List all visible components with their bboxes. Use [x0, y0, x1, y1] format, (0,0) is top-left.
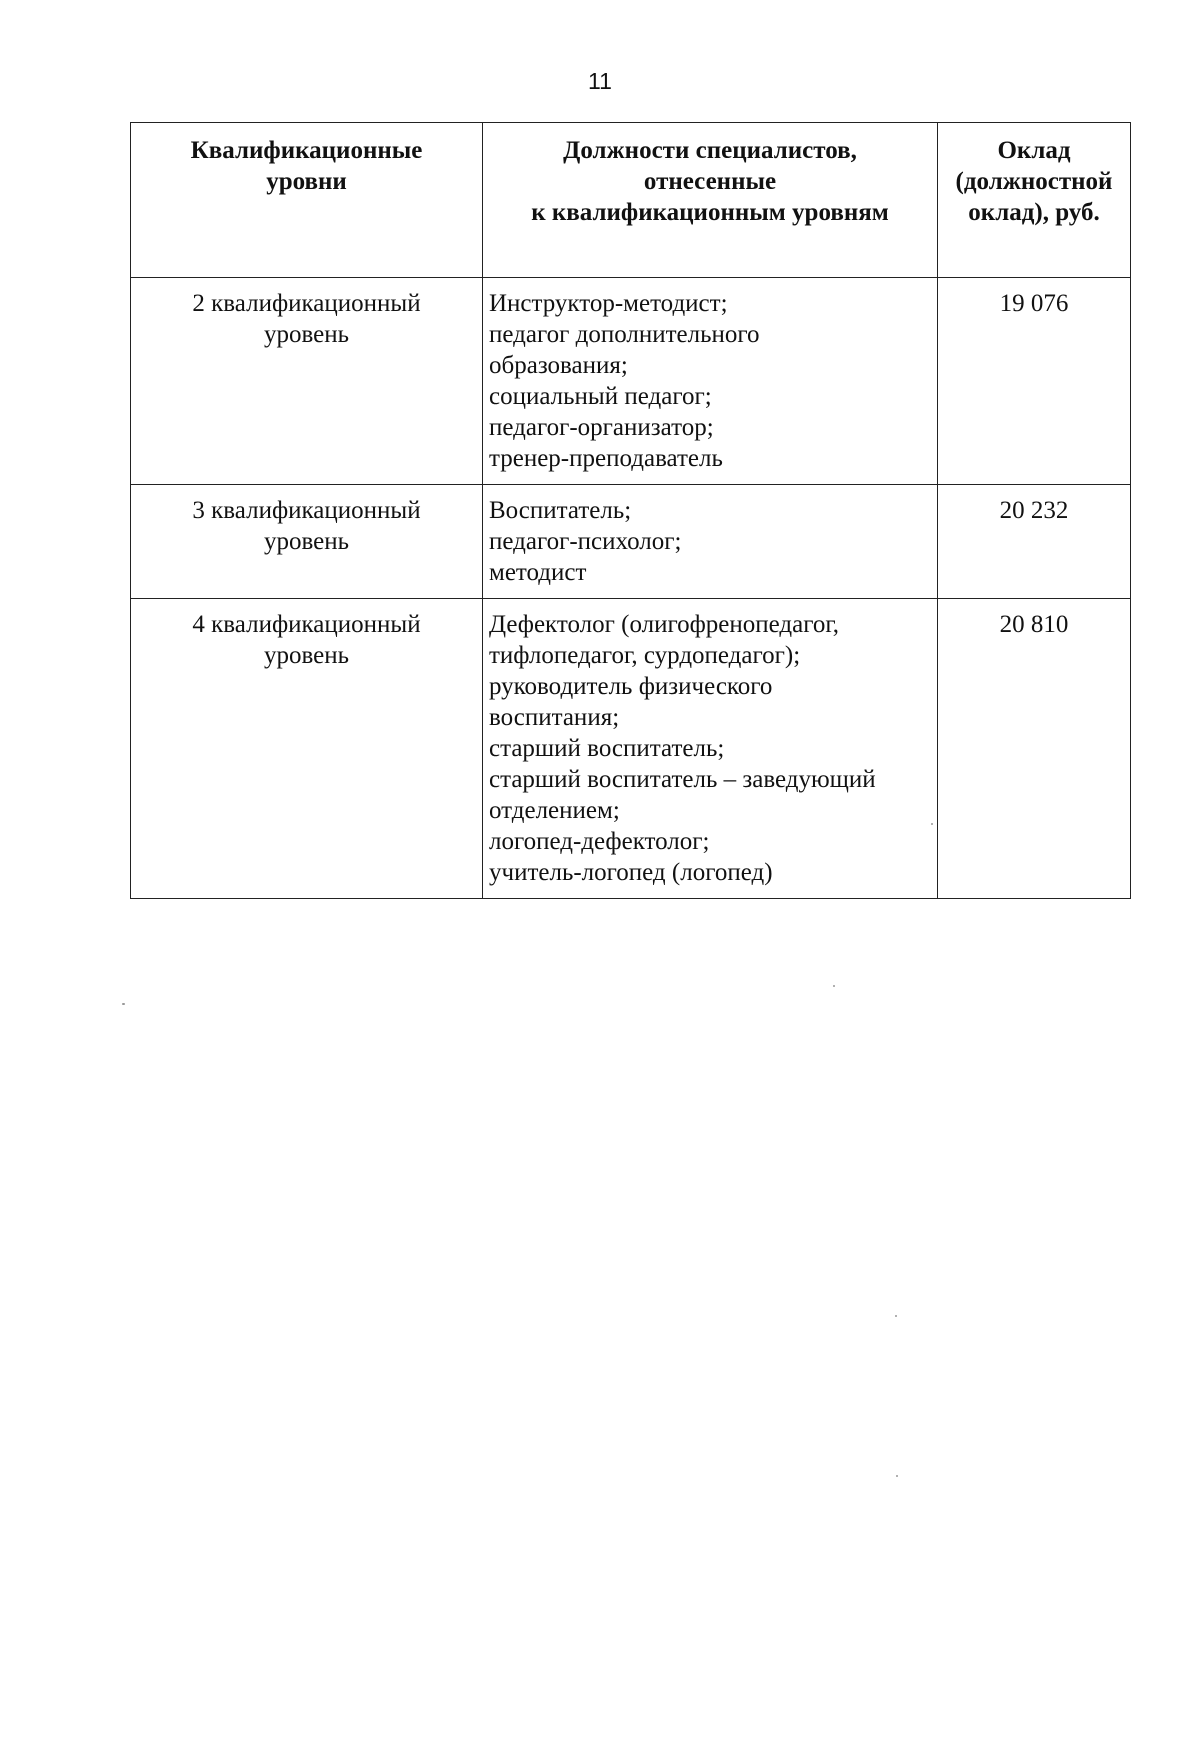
- header-qualification-levels: [131, 123, 483, 278]
- header-line: Квалификационные: [190, 137, 423, 164]
- scan-speck: [833, 985, 835, 987]
- qualification-levels-table: [130, 122, 1131, 899]
- level-line: уровень: [263, 528, 350, 555]
- position-item: Инструктор-методист;: [489, 290, 728, 317]
- position-item: отделением;: [489, 797, 620, 824]
- header-line: отнесенные: [643, 168, 777, 195]
- position-item: воспитания;: [489, 704, 620, 731]
- table-row: [131, 485, 1131, 599]
- page-number: 11: [588, 68, 612, 94]
- salary-cell: 20 810: [938, 599, 1131, 899]
- salary-cell: 19 076: [938, 278, 1131, 485]
- level-line: 2 квалификационный: [192, 290, 421, 317]
- position-item: Дефектолог (олигофренопедагог,: [489, 611, 840, 638]
- position-item: учитель-логопед (логопед): [489, 859, 773, 886]
- position-item: методист: [489, 559, 587, 586]
- scan-speck: [122, 1003, 125, 1005]
- position-item: логопед-дефектолог;: [489, 828, 710, 855]
- header-line: (должностной: [955, 168, 1113, 195]
- level-line: 3 квалификационный: [192, 497, 421, 524]
- level-cell: [131, 278, 483, 485]
- level-cell: [131, 485, 483, 599]
- scan-speck: [895, 1315, 897, 1317]
- level-line: уровень: [263, 321, 350, 348]
- position-item: педагог дополнительного: [489, 321, 760, 348]
- position-item: тифлопедагог, сурдопедагог);: [489, 642, 801, 669]
- table-row: [131, 599, 1131, 899]
- header-line: к квалификационным уровням: [531, 199, 889, 226]
- position-item: Воспитатель;: [489, 497, 632, 524]
- position-item: образования;: [489, 352, 628, 379]
- position-item: руководитель физического: [489, 673, 773, 700]
- positions-cell: [483, 485, 938, 599]
- level-cell: [131, 599, 483, 899]
- header-line: Оклад: [997, 137, 1071, 164]
- position-item: педагог-организатор;: [489, 414, 714, 441]
- header-line: Должности специалистов,: [563, 137, 857, 164]
- salary-cell: 20 232: [938, 485, 1131, 599]
- position-item: старший воспитатель;: [489, 735, 725, 762]
- level-line: уровень: [263, 642, 350, 669]
- positions-cell: [483, 599, 938, 899]
- scan-speck: [896, 1475, 898, 1477]
- header-positions: [483, 123, 938, 278]
- table-row: [131, 278, 1131, 485]
- header-line: оклад), руб.: [968, 199, 1100, 226]
- position-item: педагог-психолог;: [489, 528, 682, 555]
- table-header-row: [131, 123, 1131, 278]
- scan-speck: [931, 823, 933, 825]
- position-item: социальный педагог;: [489, 383, 712, 410]
- position-item: старший воспитатель – заведующий: [489, 766, 876, 793]
- positions-cell: [483, 278, 938, 485]
- level-line: 4 квалификационный: [192, 611, 421, 638]
- header-line: уровни: [266, 168, 347, 195]
- header-salary: [938, 123, 1131, 278]
- position-item: тренер-преподаватель: [489, 445, 723, 472]
